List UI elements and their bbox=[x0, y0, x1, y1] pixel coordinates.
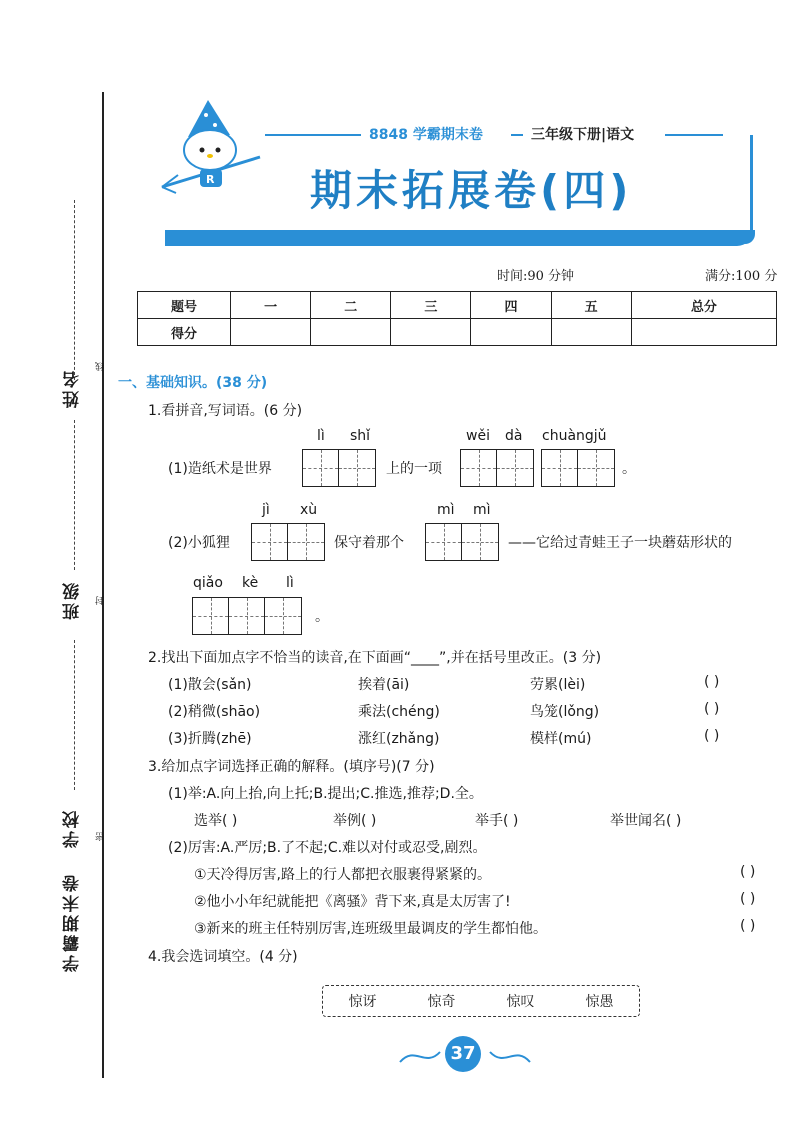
svg-text:R: R bbox=[206, 173, 215, 186]
answer-paren[interactable]: ( ) bbox=[740, 864, 756, 880]
q2-title: 2.找出下面加点字不恰当的读音,在下面画“____”,并在括号里改正。(3 分) bbox=[148, 650, 602, 666]
q4-title: 4.我会选词填空。(4 分) bbox=[148, 949, 298, 965]
answer-paren[interactable]: ( ) bbox=[704, 674, 720, 690]
pinyin: mì bbox=[437, 502, 455, 518]
pinyin: qiǎo bbox=[193, 575, 223, 591]
score-header-cell: 一 bbox=[231, 292, 311, 319]
q1-sentence-2-mid: 保守着那个 bbox=[334, 535, 404, 551]
char-grid-chuangju[interactable] bbox=[541, 449, 615, 487]
class-label: 班级 bbox=[63, 580, 83, 620]
word-choice: 惊愚 bbox=[585, 994, 614, 1010]
score-cell[interactable] bbox=[631, 319, 776, 346]
q3-definition-1: (1)举:A.向上抬,向上托;B.提出;C.推选,推荐;D.全。 bbox=[168, 786, 483, 802]
score-cell[interactable] bbox=[551, 319, 631, 346]
char-grid-weida[interactable] bbox=[460, 449, 534, 487]
score-header-cell: 题号 bbox=[138, 292, 231, 319]
answer-paren[interactable]: ( ) bbox=[704, 728, 720, 744]
score-cell[interactable] bbox=[231, 319, 311, 346]
q2-item: 模样(mú) bbox=[530, 731, 592, 747]
q1-sentence-2-after: ——它给过青蛙王子一块蘑菇形状的 bbox=[508, 535, 732, 551]
score-cell[interactable] bbox=[311, 319, 391, 346]
score-table bbox=[137, 291, 777, 346]
pinyin: xù bbox=[300, 502, 318, 518]
q3-title: 3.给加点字词选择正确的解释。(填序号)(7 分) bbox=[148, 759, 435, 775]
pinyin: jì bbox=[262, 502, 270, 518]
q3-item[interactable]: 选举( ) bbox=[194, 813, 238, 829]
pinyin: lì bbox=[317, 428, 325, 444]
q1-sentence-3-end: 。 bbox=[315, 609, 329, 625]
q1-sentence-1-start: (1)造纸术是世界 bbox=[168, 461, 272, 477]
score-header-cell: 五 bbox=[551, 292, 631, 319]
full-score: 满分:100 分 bbox=[705, 269, 778, 284]
q3-sentence: ②他小小年纪就能把《离骚》背下来,真是太厉害了! bbox=[194, 894, 511, 910]
series-banner bbox=[265, 124, 725, 146]
score-header-row bbox=[138, 292, 777, 319]
brand-vertical: 学霸期末卷 bbox=[63, 872, 83, 972]
pinyin: chuàngjǔ bbox=[542, 428, 607, 444]
q3-definition-2: (2)厉害:A.严厉;B.了不起;C.难以对付或忍受,剧烈。 bbox=[168, 840, 487, 856]
q3-item[interactable]: 举世闻名( ) bbox=[610, 813, 682, 829]
q3-item[interactable]: 举例( ) bbox=[333, 813, 377, 829]
section-title: 一、基础知识。(38 分) bbox=[118, 375, 268, 391]
school-underline bbox=[74, 640, 75, 790]
page-title: 期末拓展卷(四) bbox=[310, 166, 633, 215]
pinyin: wěi bbox=[466, 428, 490, 444]
seal-line-char: 线 bbox=[96, 362, 106, 371]
score-header-cell: 总分 bbox=[631, 292, 776, 319]
q1-sentence-1-mid: 上的一项 bbox=[386, 461, 442, 477]
q3-item[interactable]: 举手( ) bbox=[475, 813, 519, 829]
seal-line-char: 封 bbox=[96, 596, 106, 605]
score-cell[interactable] bbox=[391, 319, 471, 346]
kitty-wizard-icon bbox=[160, 95, 270, 205]
q2-item: 挨着(āi) bbox=[358, 677, 410, 693]
score-cell[interactable] bbox=[471, 319, 551, 346]
header-bar bbox=[165, 230, 755, 244]
pinyin: shǐ bbox=[350, 428, 371, 444]
q3-sentence: ③新来的班主任特别厉害,连班级里最调皮的学生都怕他。 bbox=[194, 921, 547, 937]
answer-paren[interactable]: ( ) bbox=[704, 701, 720, 717]
q1-title: 1.看拼音,写词语。(6 分) bbox=[148, 403, 303, 419]
time-limit: 时间:90 分钟 bbox=[497, 269, 575, 284]
binding-line bbox=[102, 92, 104, 1078]
char-grid-mimi[interactable] bbox=[425, 523, 499, 561]
word-choice-box bbox=[322, 985, 640, 1017]
q2-item: 劳累(lèi) bbox=[530, 677, 586, 693]
grade-subject: 三年级下册|语文 bbox=[531, 127, 635, 143]
q1-sentence-2-start: (2)小狐狸 bbox=[168, 535, 230, 551]
q2-item: (3)折腾(zhē) bbox=[168, 731, 252, 747]
char-grid-qiaokeli[interactable] bbox=[192, 597, 302, 635]
q2-item: 涨红(zhǎng) bbox=[358, 731, 440, 747]
score-header-cell: 二 bbox=[311, 292, 391, 319]
score-row-label: 得分 bbox=[138, 319, 231, 346]
score-header-cell: 四 bbox=[471, 292, 551, 319]
q3-sentence: ①天冷得厉害,路上的行人都把衣服裹得紧紧的。 bbox=[194, 867, 491, 883]
word-choice: 惊奇 bbox=[427, 994, 456, 1010]
char-grid-jixu[interactable] bbox=[251, 523, 325, 561]
name-underline bbox=[74, 200, 75, 380]
score-header-cell: 三 bbox=[391, 292, 471, 319]
class-underline bbox=[74, 420, 75, 570]
q2-item: (1)散会(sǎn) bbox=[168, 677, 252, 693]
pinyin: lì bbox=[286, 575, 294, 591]
q2-item: (2)稍微(shāo) bbox=[168, 704, 261, 720]
pinyin: kè bbox=[242, 575, 259, 591]
seal-line-char: 密 bbox=[96, 832, 106, 841]
school-label: 学校 bbox=[63, 808, 83, 848]
page-number: 37 bbox=[445, 1036, 481, 1072]
char-grid-lishi[interactable] bbox=[302, 449, 376, 487]
pinyin: mì bbox=[473, 502, 491, 518]
answer-paren[interactable]: ( ) bbox=[740, 891, 756, 907]
q2-item: 乘法(chéng) bbox=[358, 704, 440, 720]
name-label: 姓名 bbox=[63, 368, 83, 408]
answer-paren[interactable]: ( ) bbox=[740, 918, 756, 934]
series-brand: 8848 学霸期末卷 bbox=[369, 127, 483, 143]
word-choice: 惊讶 bbox=[348, 994, 377, 1010]
q1-sentence-1-end: 。 bbox=[622, 461, 636, 477]
q2-item: 鸟笼(lǒng) bbox=[530, 704, 600, 720]
pinyin: dà bbox=[505, 428, 523, 444]
word-choice: 惊叹 bbox=[506, 994, 535, 1010]
score-row bbox=[138, 319, 777, 346]
